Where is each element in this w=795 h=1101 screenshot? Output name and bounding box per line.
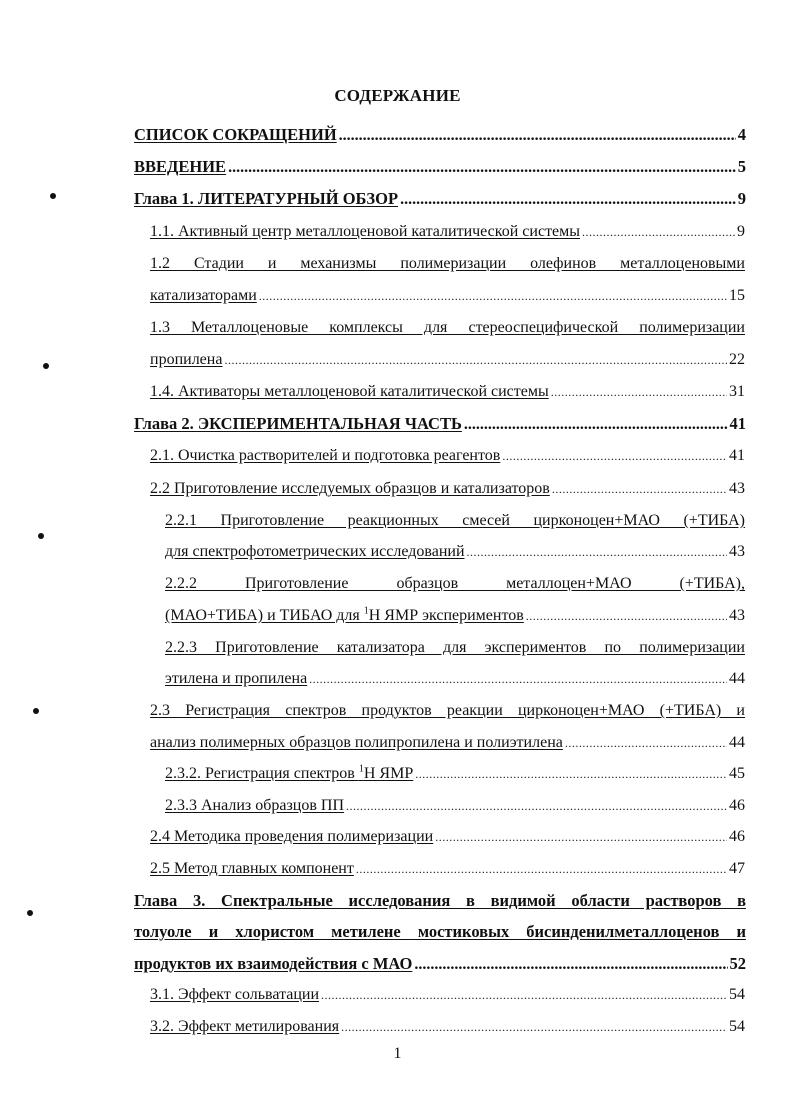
toc-entry-page: 54: [729, 986, 745, 1003]
toc-entry-text: Глава 1. ЛИТЕРАТУРНЫЙ ОБЗОР: [134, 189, 399, 208]
toc-entry-text: пропилена: [150, 351, 223, 368]
toc-entry-text: 1.4. Активаторы металлоценовой каталитической системы: [150, 383, 549, 400]
toc-entry-text: 2.3 Регистрация спектров продуктов реакции цирконоцен+МАО (+ТИБА) и: [150, 702, 745, 719]
toc-entry-text: 2.2.2 Приготовление образцов металлоцен+МАО (+ТИБА),: [165, 575, 745, 592]
toc-entry-page: 9: [737, 223, 745, 240]
toc-entry[interactable]: [134, 953, 746, 975]
toc-leader: [415, 763, 727, 785]
toc-entry[interactable]: [165, 605, 745, 627]
toc-leader: [356, 858, 727, 880]
scan-dot: [33, 708, 39, 714]
toc-entry[interactable]: [150, 381, 745, 403]
toc-entry-text: 2.4 Методика проведения полимеризации: [150, 828, 434, 845]
toc-entry-text: (МАО+ТИБА) и ТИБАО для $^1$Н ЯМР экспериментов: [165, 605, 524, 624]
toc-entry-text: 2.5 Метод главных компонент: [150, 860, 354, 877]
toc-entry[interactable]: [165, 510, 745, 532]
toc-entry[interactable]: [134, 188, 746, 210]
toc-entry-text: анализ полимерных образцов полипропилена и полиэтилена: [150, 734, 563, 751]
toc-entry-text: катализаторами: [150, 287, 257, 304]
toc-leader: [341, 1016, 727, 1038]
toc-entry[interactable]: [150, 478, 745, 500]
toc-entry-text: 2.3.2. Регистрация спектров $^1$Н ЯМР: [165, 763, 414, 782]
toc-entry-page: 41: [729, 447, 745, 464]
toc-entry-text: этилена и пропилена: [165, 670, 308, 687]
toc-entry-page: 5: [737, 157, 746, 176]
toc-entry-page: 47: [729, 860, 745, 877]
toc-entry[interactable]: [165, 763, 745, 785]
toc-entry-page: 31: [729, 383, 745, 400]
toc-leader: [400, 189, 736, 211]
toc-entry[interactable]: [134, 124, 746, 146]
toc-leader: [551, 381, 727, 403]
toc-entry[interactable]: [150, 221, 745, 243]
toc-entry-page: 43: [729, 480, 745, 497]
toc-entry-page: 41: [729, 414, 746, 433]
toc-entry-page: 43: [729, 543, 745, 560]
toc-leader: [467, 541, 727, 563]
toc-entry-page: 52: [729, 954, 746, 973]
page-number: 1: [393, 1045, 402, 1062]
toc-entry[interactable]: [165, 573, 745, 595]
toc-entry-text: толуоле и хлористом метилене мостиковых бисинденилметаллоценов и: [134, 922, 746, 941]
toc-entry-page: 46: [729, 797, 745, 814]
toc-entry[interactable]: [150, 700, 745, 722]
toc-entry-text: 2.2.3 Приготовление катализатора для экспериментов по полимеризации: [165, 639, 745, 656]
toc-entry[interactable]: [150, 984, 745, 1006]
toc-entry-page: 22: [729, 351, 745, 368]
scan-dot: [50, 193, 56, 199]
toc-entry[interactable]: [134, 413, 746, 435]
toc-leader: [224, 349, 727, 371]
toc-entry-text: 3.1. Эффект сольватации: [150, 986, 320, 1003]
toc-leader: [502, 445, 727, 467]
toc-leader: [321, 984, 727, 1006]
toc-leader: [228, 157, 736, 179]
toc-leader: [414, 954, 727, 976]
toc-entry[interactable]: [134, 890, 746, 912]
toc-entry-text: СПИСОК СОКРАЩЕНИЙ: [134, 125, 337, 144]
toc-entry[interactable]: [150, 285, 745, 307]
toc-entry-page: 44: [729, 734, 745, 751]
toc-entry-page: 54: [729, 1018, 745, 1035]
toc-entry-text: продуктов их взаимодействия с МАО: [134, 954, 413, 973]
toc-entry-text: 2.2.1 Приготовление реакционных смесей цирконоцен+МАО (+ТИБА): [165, 512, 745, 529]
toc-leader: [346, 795, 727, 817]
toc-entry[interactable]: [150, 732, 745, 754]
toc-entry-page: 4: [737, 125, 746, 144]
toc-entry-text: Глава 2. ЭКСПЕРИМЕНТАЛЬНАЯ ЧАСТЬ: [134, 414, 462, 433]
toc-leader: [309, 668, 727, 690]
toc-entry[interactable]: [150, 349, 745, 371]
toc-entry[interactable]: [150, 858, 745, 880]
toc-leader: [552, 478, 727, 500]
toc-entry[interactable]: [165, 637, 745, 659]
toc-entry-text: 3.2. Эффект метилирования: [150, 1018, 340, 1035]
toc-entry[interactable]: [150, 445, 745, 467]
scan-dot: [43, 363, 49, 369]
toc-entry-text: ВВЕДЕНИЕ: [134, 157, 227, 176]
toc-leader: [565, 732, 727, 754]
toc-leader: [339, 125, 736, 147]
toc-entry-text: 1.1. Активный центр металлоценовой каталитической системы: [150, 223, 581, 240]
toc-entry-page: 45: [729, 765, 745, 782]
toc-entry[interactable]: [165, 541, 745, 563]
toc-leader: [435, 826, 727, 848]
scan-dot: [27, 910, 33, 916]
toc-entry[interactable]: [165, 795, 745, 817]
toc-entry[interactable]: [150, 826, 745, 848]
scan-dot: [38, 533, 44, 539]
toc-entry-page: 46: [729, 828, 745, 845]
toc-entry[interactable]: [134, 156, 746, 178]
toc-entry-text: Глава 3. Спектральные исследования в видимой области растворов в: [134, 891, 746, 910]
toc-entry[interactable]: [150, 253, 745, 275]
toc-entry[interactable]: [134, 921, 746, 943]
toc-entry-text: 2.3.3 Анализ образцов ПП: [165, 797, 345, 814]
toc-entry[interactable]: [165, 668, 745, 690]
toc-entry-text: 2.2 Приготовление исследуемых образцов и катализаторов: [150, 480, 550, 497]
toc-leader: [464, 414, 728, 436]
toc-leader: [259, 285, 727, 307]
toc-entry-text: 1.2 Стадии и механизмы полимеризации олефинов металлоценовыми: [150, 255, 745, 272]
toc-entry[interactable]: [150, 1016, 745, 1038]
page-title: СОДЕРЖАНИЕ: [334, 86, 461, 105]
toc-leader: [526, 605, 727, 627]
toc-entry-page: 15: [729, 287, 745, 304]
toc-entry-page: 43: [729, 607, 745, 624]
toc-entry-text: 2.1. Очистка растворителей и подготовка реагентов: [150, 447, 501, 464]
toc-entry-page: 9: [737, 189, 746, 208]
toc-leader: [582, 221, 735, 243]
toc-entry[interactable]: [150, 317, 745, 339]
toc-entry-text: 1.3 Металлоценовые комплексы для стереоспецифической полимеризации: [150, 319, 745, 336]
toc-entry-page: 44: [729, 670, 745, 687]
toc-entry-text: для спектрофотометрических исследований: [165, 543, 465, 560]
